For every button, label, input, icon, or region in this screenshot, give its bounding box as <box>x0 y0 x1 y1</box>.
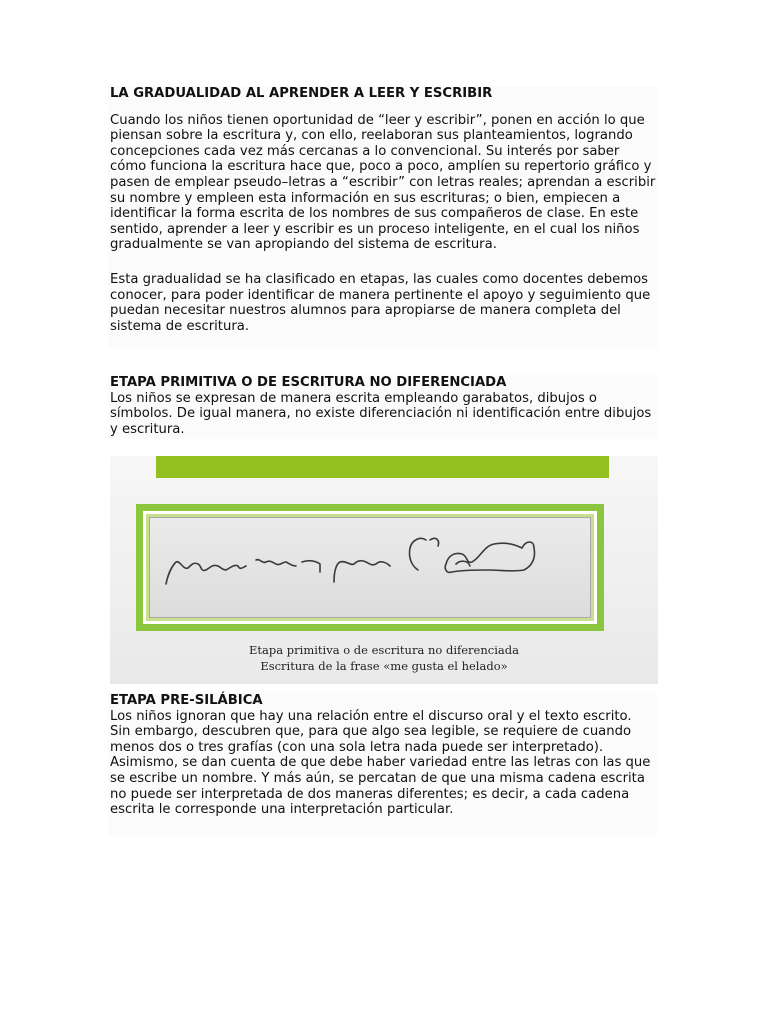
scribble-figure <box>110 456 658 684</box>
scribble-illustration <box>150 518 590 618</box>
intro-paragraph-1: Cuando los niños tienen oportunidad de “leer y escribir”, ponen en acción lo que piensan sobre la escritura y, con ello, reelaboran sus planteamientos, logrando concepciones cada vez más cercanas a lo convencional. Su interés por saber cómo funciona la escritura hace que, poco a poco, amplíen su repertorio gráfico y pasen de emplear pseudo–letras a “escribir” con letras reales; aprendan a escribir su nombre y empleen esta información en sus escrituras; o bien, empiecen a identificar la forma escrita de los nombres de sus compañeros de clase. En este sentido, aprender a leer y escribir es un proceso inteligente, en el cual los niños gradualmente se van apropiando del sistema de escritura. <box>110 112 656 253</box>
intro-heading: LA GRADUALIDAD AL APRENDER A LEER Y ESCRIBIR <box>110 86 493 101</box>
figure-caption-line-2: Escritura de la frase «me gusta el helado» <box>260 659 508 673</box>
figure-frame <box>136 504 604 631</box>
primitive-stage-heading: ETAPA PRIMITIVA O DE ESCRITURA NO DIFERENCIADA <box>110 375 507 390</box>
figure-accent-bar <box>156 456 609 478</box>
intro-paragraph-2: Esta gradualidad se ha clasificado en etapas, las cuales como docentes debemos conocer, para poder identificar de manera pertinente el apoyo y seguimiento que puedan necesitar nuestros alumnos para apropiarse de manera completa del sistema de escritura. <box>110 271 651 334</box>
presyllabic-stage-heading: ETAPA PRE-SILÁBICA <box>110 693 263 708</box>
figure-caption-line-1: Etapa primitiva o de escritura no diferenciada <box>249 643 519 657</box>
scribble-drawing <box>149 517 591 618</box>
primitive-stage-paragraph: Los niños se expresan de manera escrita empleando garabatos, dibujos o símbolos. De igual manera, no existe diferenciación ni identificación entre dibujos y escritura. <box>110 390 652 437</box>
intro-section <box>108 86 658 348</box>
presyllabic-stage-paragraph: Los niños ignoran que hay una relación entre el discurso oral y el texto escrito. Sin embargo, descubren que, para que algo sea legible, se requiere de cuando menos dos o tres grafías (con una sola letra nada puede ser interpretado). Asimismo, se dan cuenta de que debe haber variedad entre las letras con las que se escribe un nombre. Y más aún, se percatan de que una misma cadena escrita no puede ser interpretada de dos maneras diferentes; es decir, a cada cadena escrita le corresponde una interpretación particular. <box>110 708 651 818</box>
primitive-stage-section <box>108 375 658 439</box>
presyllabic-stage-section <box>108 693 658 835</box>
